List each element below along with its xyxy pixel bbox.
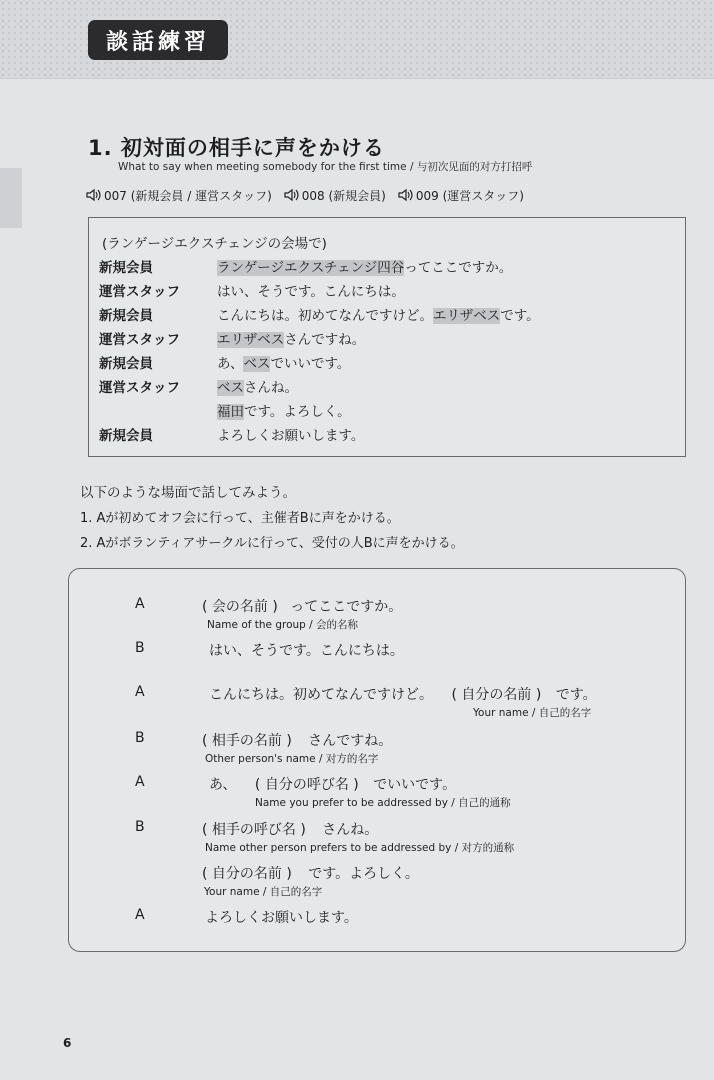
blank-slot: ( 自分の名前 )	[202, 866, 292, 882]
practice-text: です。	[555, 687, 597, 703]
dialogue-utterance	[217, 400, 351, 420]
practice-speaker: B	[135, 640, 145, 656]
side-tab	[0, 168, 22, 228]
dialogue-utterance	[217, 256, 512, 276]
dialogue-line	[89, 278, 685, 302]
audio-track-label: 007 (新規会員 / 運営スタッフ)	[104, 188, 272, 203]
slot-hint: Name of the group / 会的名称	[207, 619, 359, 631]
dialogue-utterance	[217, 352, 350, 372]
practice-text: さんね。	[322, 822, 379, 838]
dialogue-speaker: 運営スタッフ	[99, 332, 180, 348]
practice-text: こんにちは。初めてなんですけど。	[209, 687, 433, 703]
dialogue-speaker: 運営スタッフ	[99, 284, 180, 300]
dialogue-scene: (ランゲージエクスチェンジの会場で)	[102, 236, 327, 252]
practice-text: です。よろしく。	[308, 866, 419, 882]
practice-text: さんですね。	[308, 733, 393, 749]
utterance-text: でいいです。	[270, 356, 351, 372]
highlight-phrase: 福田	[217, 404, 244, 420]
model-dialogue-box	[88, 217, 686, 457]
practice-line	[202, 730, 392, 750]
dialogue-line	[89, 350, 685, 374]
slot-hint: Name you prefer to be addressed by / 自己的通称	[255, 797, 511, 809]
dialogue-line	[89, 422, 685, 446]
highlight-phrase: ランゲージエクスチェンジ四谷	[217, 260, 405, 276]
highlight-phrase: エリザベス	[433, 308, 501, 324]
audio-track-007[interactable]	[86, 187, 272, 204]
practice-line	[202, 863, 419, 883]
utterance-text: です。よろしく。	[244, 404, 351, 420]
practice-line	[202, 819, 378, 839]
audio-track-label: 008 (新規会員)	[301, 188, 386, 203]
practice-text: あ、	[209, 777, 237, 793]
highlight-phrase: ベス	[243, 356, 271, 372]
audio-track-row	[86, 185, 536, 205]
blank-slot: ( 自分の名前 )	[451, 687, 542, 703]
blank-slot: ( 相手の呼び名 )	[202, 822, 306, 838]
utterance-text: ってここですか。	[404, 260, 513, 276]
dialogue-line	[89, 398, 685, 422]
dialogue-line	[89, 254, 685, 278]
blank-slot: ( 相手の名前 )	[202, 733, 292, 749]
practice-task: 2. Aがボランティアサークルに行って、受付の人Bに声をかける。	[80, 536, 464, 551]
section-title: 談話練習	[88, 20, 228, 60]
practice-text: よろしくお願いします。	[205, 910, 358, 926]
blank-slot: ( 自分の呼び名 )	[254, 777, 359, 793]
utterance-text: さんですね。	[284, 332, 366, 348]
lesson-title: 1. 初対面の相手に声をかける	[88, 136, 385, 160]
page-number: 6	[63, 1036, 72, 1050]
dialogue-speaker: 新規会員	[99, 260, 153, 276]
speaker-icon	[86, 188, 102, 202]
practice-instruction: 以下のような場面で話してみよう。	[80, 485, 296, 501]
audio-track-009[interactable]	[398, 187, 524, 204]
slot-hint: Your name / 自己的名字	[204, 886, 323, 898]
utterance-text: こんにちは。初めてなんですけど。	[217, 308, 433, 324]
dialogue-speaker: 新規会員	[99, 308, 153, 324]
audio-track-label: 009 (運営スタッフ)	[415, 188, 524, 203]
practice-dialogue-box	[68, 568, 686, 952]
dialogue-speaker: 新規会員	[99, 428, 153, 444]
blank-slot: ( 会の名前 )	[202, 599, 278, 615]
practice-line	[209, 774, 456, 794]
dialogue-utterance	[217, 376, 298, 396]
slot-hint: Other person's name / 对方的名字	[205, 753, 379, 765]
practice-speaker: B	[135, 730, 145, 746]
practice-line	[209, 684, 597, 704]
practice-text: ってここですか。	[290, 599, 403, 615]
practice-speaker: A	[135, 774, 145, 790]
dialogue-line	[89, 374, 685, 398]
dialogue-speaker: 新規会員	[99, 356, 153, 372]
practice-speaker: B	[135, 819, 145, 835]
dialogue-utterance	[217, 304, 540, 324]
utterance-text: さんね。	[244, 380, 298, 396]
lesson-subtitle: What to say when meeting somebody for the first time / 与初次见面的对方打招呼	[118, 161, 533, 173]
audio-track-008[interactable]	[284, 187, 386, 204]
highlight-phrase: ベス	[217, 380, 244, 396]
practice-line	[202, 596, 402, 616]
slot-hint: Name other person prefers to be addressed by / 对方的通称	[205, 842, 515, 854]
practice-task: 1. Aが初めてオフ会に行って、主催者Bに声をかける。	[80, 511, 400, 526]
slot-hint: Your name / 自己的名字	[473, 707, 592, 719]
practice-speaker: A	[135, 907, 145, 923]
utterance-text: はい、そうです。こんにちは。	[217, 284, 405, 300]
practice-speaker: A	[135, 596, 145, 612]
highlight-phrase: エリザベス	[217, 332, 285, 348]
dialogue-utterance	[217, 328, 365, 348]
dialogue-speaker: 運営スタッフ	[99, 380, 180, 396]
practice-speaker: A	[135, 684, 145, 700]
speaker-icon	[284, 188, 300, 202]
utterance-text: よろしくお願いします。	[217, 428, 365, 444]
practice-text: でいいです。	[373, 777, 457, 793]
speaker-icon	[398, 188, 414, 202]
utterance-text: あ、	[217, 356, 244, 372]
dialogue-line	[89, 302, 685, 326]
practice-text: はい、そうです。こんにちは。	[209, 643, 404, 659]
utterance-text: です。	[500, 308, 540, 324]
dialogue-line	[89, 326, 685, 350]
